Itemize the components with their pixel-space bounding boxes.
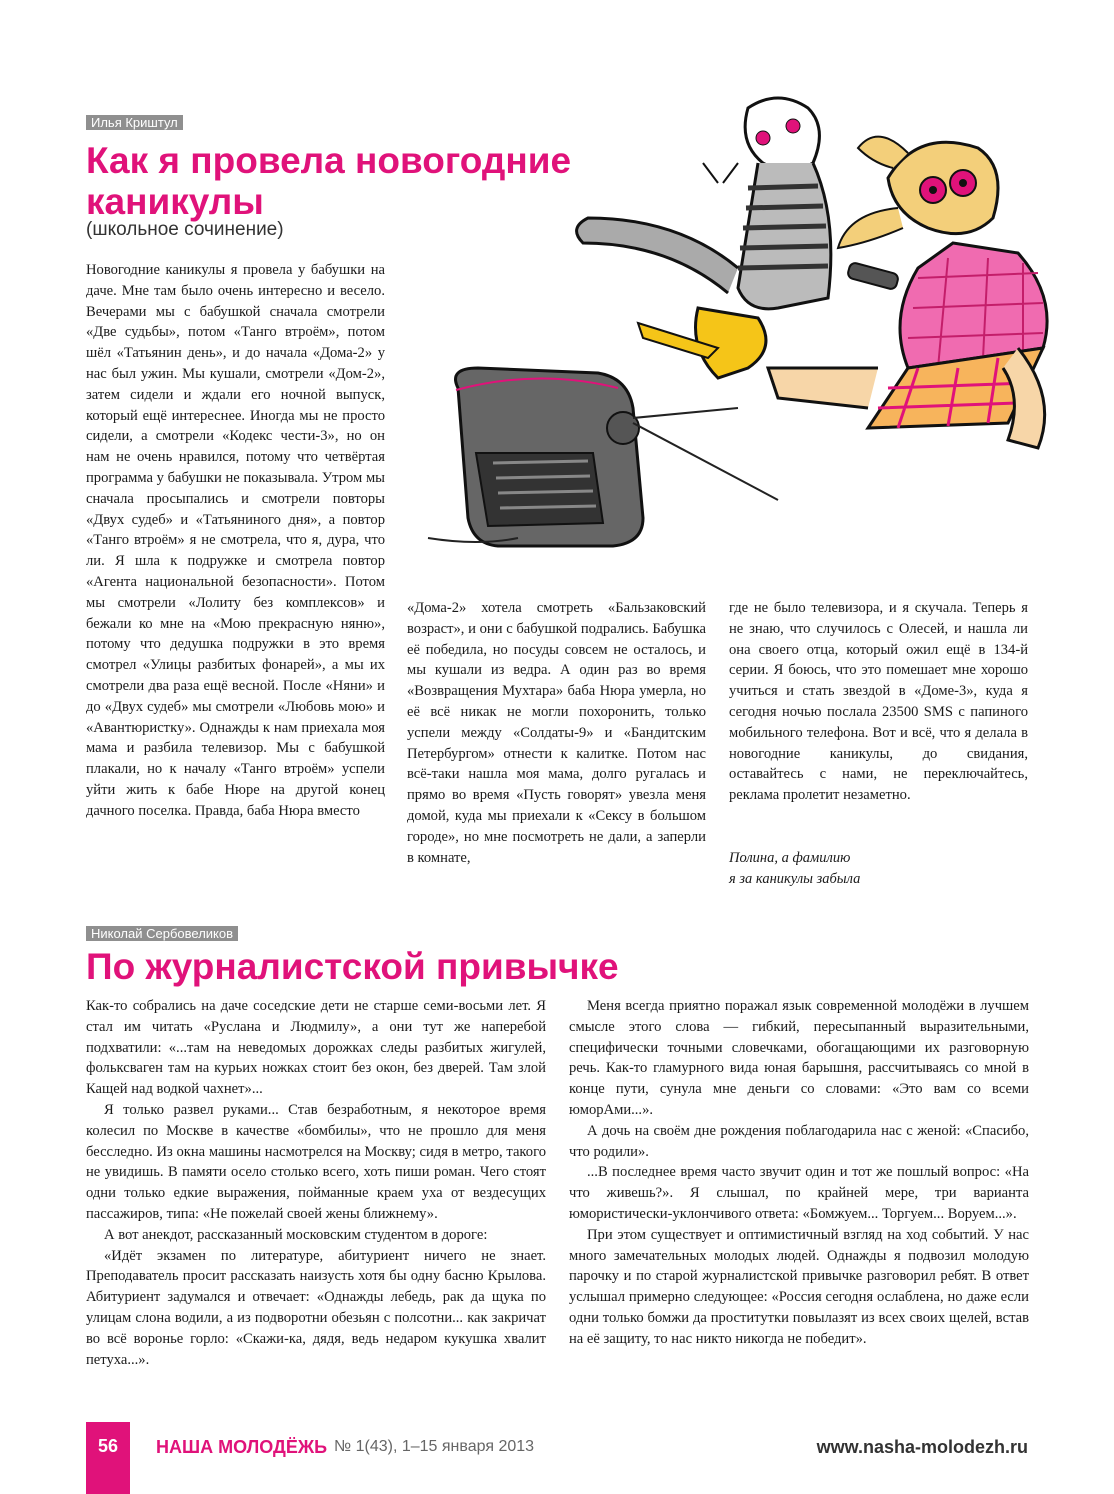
essay-text: «Дома-2» хотела смотреть «Бальзаковский возраст», и они с бабушкой подрались. Бабушка её победила, но посуды совсем не осталось, и мы кушали из ведра. А один раз во время «Возвращения Мухтара» баба Нюра умерла, но её всё никак не могли похоронить, только успели между «Солдаты-9» и «Бандитским Петербургом» отнести к калитке. Потом нас всё-таки нашла моя мама, долго ругалась и прямо во время «Пусть говорят» увезла меня домой, куда мы приехали к «Сексу в большом городе», но мне посмотреть не дали, а заперли в комнате, bbox=[407, 600, 706, 866]
page-number: 56 bbox=[97, 1436, 119, 1456]
author-tag: Илья Криштул bbox=[86, 115, 183, 130]
tv-illustration bbox=[428, 368, 778, 546]
essay-column-1 bbox=[86, 260, 385, 822]
essay-column-3 bbox=[729, 598, 1028, 806]
story-column-right bbox=[569, 996, 1029, 1350]
paragraph: При этом существует и оптимистичный взгляд на ход событий. У нас много замечательных молодых людей. Однажды я подвозил молодую парочку и по старой журналистской привычке разговорил ребят. В ответ услышал примерно следующее: «Россия сегодня ослаблена, но даже если одни только бомжи да проститутки повылазят из всех своих щелей, встав на её защиту, то нас никто никогда не победит». bbox=[569, 1226, 1029, 1347]
signature-line-2: я за каникулы забыла bbox=[729, 870, 861, 887]
paragraph: «Идёт экзамен по литературе, абитуриент ничего не знает. Преподаватель просит рассказать наизусть хотя бы одну басню Крылова. Абитуриент задумался и отвечает: «Однажды лебедь, рак да щука по улицам слона водили, а из подворотни обезьян с полсотни... как закричат во всё воронье горло: «Скажи-ка, дядя, ведь недаром кукушка хвалит петуха...». bbox=[86, 1247, 546, 1368]
article-title: По журналистской привычке bbox=[86, 946, 619, 987]
paragraph: Я только развел руками... Став безработным, я некоторое время колесил по Москве в качестве «бомбилы», что не прошло для меня бесследно. Из окна машины насмотрелся на Москву; сидя в метро, такого не увидишь. В памяти осело столько всего, хоть пиши роман. Чего стоят одни только едкие выражения, пойманные краем уха от вездесущих пассажиров, типа: «Не пожелай своей жены ближнему». bbox=[86, 1101, 546, 1222]
girl-cat-tv-illustration bbox=[418, 68, 1078, 558]
article-subtitle: (школьное сочинение) bbox=[86, 219, 284, 240]
title-line-2: каникулы bbox=[86, 181, 264, 222]
girl-illustration bbox=[638, 137, 1047, 448]
paragraph: Как-то собрались на даче соседские дети не старше семи-восьми лет. Я стал им читать «Руслана и Людмилу», а они тут же наперебой подхватили: «...там на неведомых дорожках следы разбитых жигулей, фольксваген там на курьих ножках стоит без окон, без дверей. Там злой Кащей над водкой чахнет»... bbox=[86, 998, 546, 1098]
essay-text: где не было телевизора, и я скучала. Теперь я не знаю, что случилось с Олесей, и нашла ли она своего отца, который ожил ещё в 134-й серии. Я боюсь, что это помешает мне хорошо учиться и стать звездой в «Доме-3», куда я сегодня ночью послала 23500 SMS с папиного мобильного телефона. Вот и всё, что я делала в новогодние каникулы, до свидания, оставайтесь с нами, не переключайтесь, реклама пролетит незаметно. bbox=[729, 600, 1028, 804]
paragraph: Меня всегда приятно поражал язык современной молодёжи в лучшем смысле этого слова — гибкий, пересыпанный выразительными, специфически точными словечками, обогащающими их разговорную речь. Как-то гламурного вида юная барышня, рассчитываясь со мной в конце пути, сунула мне деньги со словами: «Это вам со всеми юморАми...». bbox=[569, 998, 1029, 1118]
story-column-left bbox=[86, 996, 546, 1370]
website-url[interactable]: www.nasha-molodezh.ru bbox=[816, 1437, 1028, 1457]
page-number-bar bbox=[86, 1422, 130, 1494]
signature-line-1: Полина, а фамилию bbox=[729, 850, 851, 866]
magazine-name: НАША МОЛОДЁЖЬ bbox=[156, 1437, 328, 1457]
title-line-1: Как я провела новогодние bbox=[86, 140, 572, 181]
paragraph: ...В последнее время часто звучит один и тот же пошлый вопрос: «На что живешь?». Я слышал, по крайней мере, три варианта юмористически-уклончивого ответа: «Бомжуем... Торгуем... Воруем...». bbox=[569, 1164, 1029, 1222]
essay-column-2 bbox=[407, 598, 706, 868]
cat-illustration bbox=[577, 98, 831, 309]
author-tag: Николай Сербовеликов bbox=[86, 926, 238, 941]
paragraph: А дочь на своём дне рождения поблагодарила нас с женой: «Спасибо, что родили». bbox=[569, 1122, 1029, 1160]
paragraph: А вот анекдот, рассказанный московским студентом в дороге: bbox=[104, 1226, 488, 1243]
issue-info: № 1(43), 1–15 января 2013 bbox=[334, 1438, 535, 1455]
essay-text: Новогодние каникулы я провела у бабушки на даче. Мне там было очень интересно и весело. Вечерами мы с бабушкой сначала смотрели «Две судьбы», потом «Танго втроём», потом шёл «Татьянин день», и до начала «Дома-2» у нас был ужин. Мы кушали, смотрели «Дом-2», затем сидели и ждали его ночной выпуск, который ещё интереснее. Иногда мы не просто сидели, а смотрели «Кодекс чести-3», но он нам не очень нравился, потому что четвёртая программа у бабушки не показывала. Утром мы сначала просыпались и смотрели повторы «Двух судеб» и «Татьяниного дня», а повтор «Танго втроём» я не смотрела, что я, дура, что ли. Я шла к подружке и смотрела повтор «Агента национальной безопасности». Потом мы смотрели «Лолиту без комплексов» и бежали ко мне на «Мою прекрасную няню», потому что дедушка подружки в это время смотрел «Улицы разбитых фонарей», а мы их смотрели два раза ещё весной. После «Няни» и до «Двух судеб» мы смотрели «Любовь мою» и «Авантюристку». Однажды к нам приехала моя мама и разбила телевизор. Мы с бабушкой плакали, но к началу «Танго втроём» успели уйти жить к бабе Нюре на другой конец дачного поселка. Правда, баба Нюра вместо bbox=[86, 262, 385, 819]
essay-signature bbox=[729, 848, 1029, 890]
